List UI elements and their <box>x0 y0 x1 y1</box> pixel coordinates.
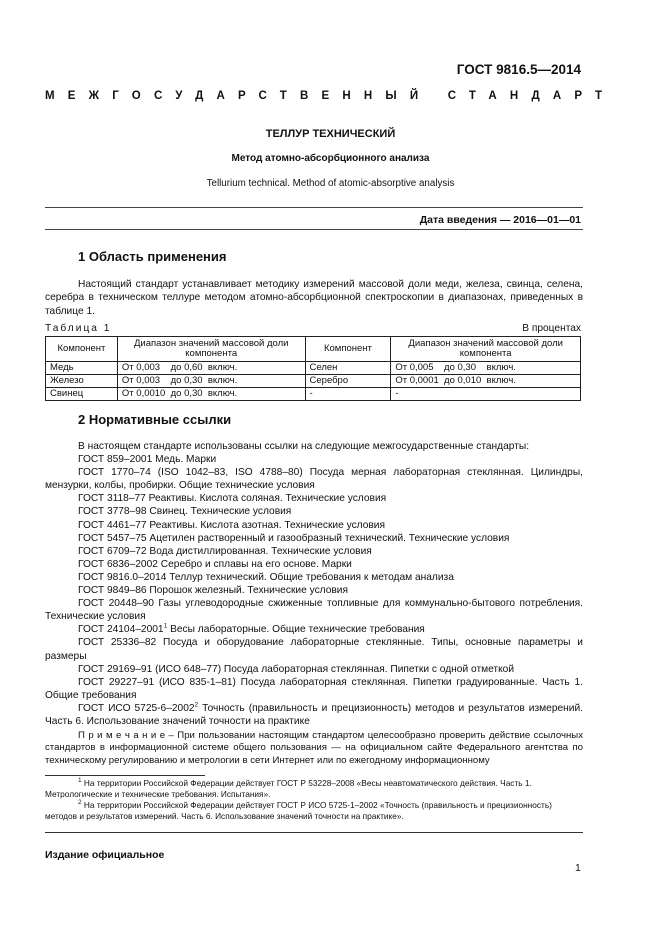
footnote-2 <box>45 800 583 822</box>
table-cell: Железо <box>46 375 118 388</box>
section-1-heading: 1 Область применения <box>78 249 227 264</box>
reference-item: ГОСТ 6709–72 Вода дистиллированная. Технические условия <box>78 545 372 557</box>
table-header-cell: Диапазон значений массовой доли компонента <box>117 337 305 362</box>
reference-item <box>45 623 583 636</box>
reference-item: ГОСТ 9816.0–2014 Теллур технический. Общие требования к методам анализа <box>78 571 454 583</box>
footnote-text: На территории Российской Федерации действует ГОСТ Р ИСО 5725-1–2002 «Точность (правильность и прецизионность) методов и результатов измерений. Часть 6. Использование значений точности на практике». <box>45 800 552 822</box>
table-row <box>46 362 581 375</box>
reference-code: ГОСТ 24104–2001 <box>78 624 164 636</box>
reference-item: ГОСТ 29227–91 (ИСО 835-1–81) Посуда лабораторная стеклянная. Пипетки градуированные. Часть 1. Общие требования <box>45 676 583 701</box>
table-cell: От 0,003 до 0,60 включ. <box>117 362 305 375</box>
reference-text: Точность (правильность и прецизионность) методов и результатов измерений. Часть 6. Использование значений точности на практике <box>45 702 583 727</box>
reference-item: ГОСТ 859–2001 Медь. Марки <box>78 454 217 466</box>
footnote-divider <box>45 775 205 776</box>
divider <box>45 229 583 230</box>
document-code: ГОСТ 9816.5—2014 <box>456 62 581 77</box>
reference-item: ГОСТ 1770–74 (ISO 1042–83, ISO 4788–80) Посуда мерная лабораторная стеклянная. Цилиндры, мензурки, колбы, пробирки. Общие технические условия <box>45 467 583 492</box>
table-units: В процентах <box>522 323 581 334</box>
reference-text: Весы лабораторные. Общие технические требования <box>167 624 425 636</box>
official-edition-label: Издание официальное <box>45 849 165 861</box>
reference-item: ГОСТ 4461–77 Реактивы. Кислота азотная. Технические условия <box>78 519 386 531</box>
footnote-mark: 1 <box>78 777 82 785</box>
reference-item: ГОСТ 3118–77 Реактивы. Кислота соляная. Технические условия <box>78 493 387 505</box>
english-title: Tellurium technical. Method of atomic-absorptive analysis <box>206 178 455 189</box>
date-of-introduction: Дата введения — 2016—01—01 <box>419 214 581 226</box>
table-cell: От 0,005 до 0,30 включ. <box>391 362 581 375</box>
table-header-row <box>46 337 581 362</box>
table-header-cell: Компонент <box>46 337 118 362</box>
range-table <box>45 336 581 401</box>
reference-code: ГОСТ ИСО 5725-6–2002 <box>78 702 195 714</box>
table-row <box>46 388 581 401</box>
table-row <box>46 375 581 388</box>
reference-item: ГОСТ 9849–86 Порошок железный. Технические условия <box>78 585 349 597</box>
table-cell: Медь <box>46 362 118 375</box>
table-header-cell: Компонент <box>305 337 391 362</box>
note-paragraph: П р и м е ч а н и е – При пользовании настоящим стандартом целесообразно проверить действие ссылочных стандартов в информационной системе общего пользования — на официальном сайте Федерального агентства по техническому регулированию и метрологии в сети Интернет или по ежегодному информационному <box>45 730 583 766</box>
table-cell: От 0,003 до 0,30 включ. <box>117 375 305 388</box>
reference-item: ГОСТ 29169–91 (ИСО 648–77) Посуда лабораторная стеклянная. Пипетки с одной отметкой <box>78 663 515 675</box>
footnote-mark: 2 <box>194 701 199 709</box>
table-cell: - <box>305 388 391 401</box>
page-number: 1 <box>575 862 581 874</box>
interstate-standard-banner: МЕЖГОСУДАРСТВЕННЫЙ СТАНДАРТ <box>45 90 616 102</box>
table-caption: Таблица 1 <box>45 323 112 334</box>
document-subtitle: Метод атомно-абсорбционного анализа <box>231 153 430 164</box>
table-header-cell: Диапазон значений массовой доли компонента <box>391 337 581 362</box>
normative-references-list <box>45 440 583 728</box>
document-title: ТЕЛЛУР ТЕХНИЧЕСКИЙ <box>265 128 396 140</box>
table-cell: От 0,0001 до 0,010 включ. <box>391 375 581 388</box>
footnote-1 <box>45 778 583 800</box>
divider <box>45 832 583 833</box>
table-cell: От 0,0010 до 0,30 включ. <box>117 388 305 401</box>
section-1-text: Настоящий стандарт устанавливает методику измерений массовой доли меди, железа, свинца, селена, серебра в техническом теллуре методом атомно-абсорбционной спектроскопии в диапазонах, приведенных в таблице 1. <box>45 279 583 317</box>
reference-item: ГОСТ 6836–2002 Серебро и сплавы на его основе. Марки <box>78 558 352 570</box>
footnote-mark: 1 <box>163 622 168 630</box>
reference-item: ГОСТ 3778–98 Свинец. Технические условия <box>78 506 292 518</box>
divider <box>45 207 583 208</box>
footnote-text: На территории Российской Федерации действует ГОСТ Р 53228–2008 «Весы неавтоматического действия. Часть 1. Метрологические и технические требования. Испытания». <box>45 778 532 800</box>
footnote-mark: 2 <box>78 799 82 807</box>
reference-item: ГОСТ 25336–82 Посуда и оборудование лабораторные стеклянные. Типы, основные параметры и размеры <box>45 637 583 662</box>
reference-item: ГОСТ 20448–90 Газы углеводородные сжиженные топливные для коммунально-бытового потребления. Технические условия <box>45 598 583 623</box>
table-cell: Серебро <box>305 375 391 388</box>
table-cell: Свинец <box>46 388 118 401</box>
reference-item: ГОСТ 5457–75 Ацетилен растворенный и газообразный технический. Технические условия <box>78 532 510 544</box>
table-cell: - <box>391 388 581 401</box>
section-2-heading: 2 Нормативные ссылки <box>78 412 232 427</box>
reference-item <box>45 702 583 728</box>
references-intro: В настоящем стандарте использованы ссылки на следующие межгосударственные стандарты: <box>78 441 530 452</box>
table-cell: Селен <box>305 362 391 375</box>
